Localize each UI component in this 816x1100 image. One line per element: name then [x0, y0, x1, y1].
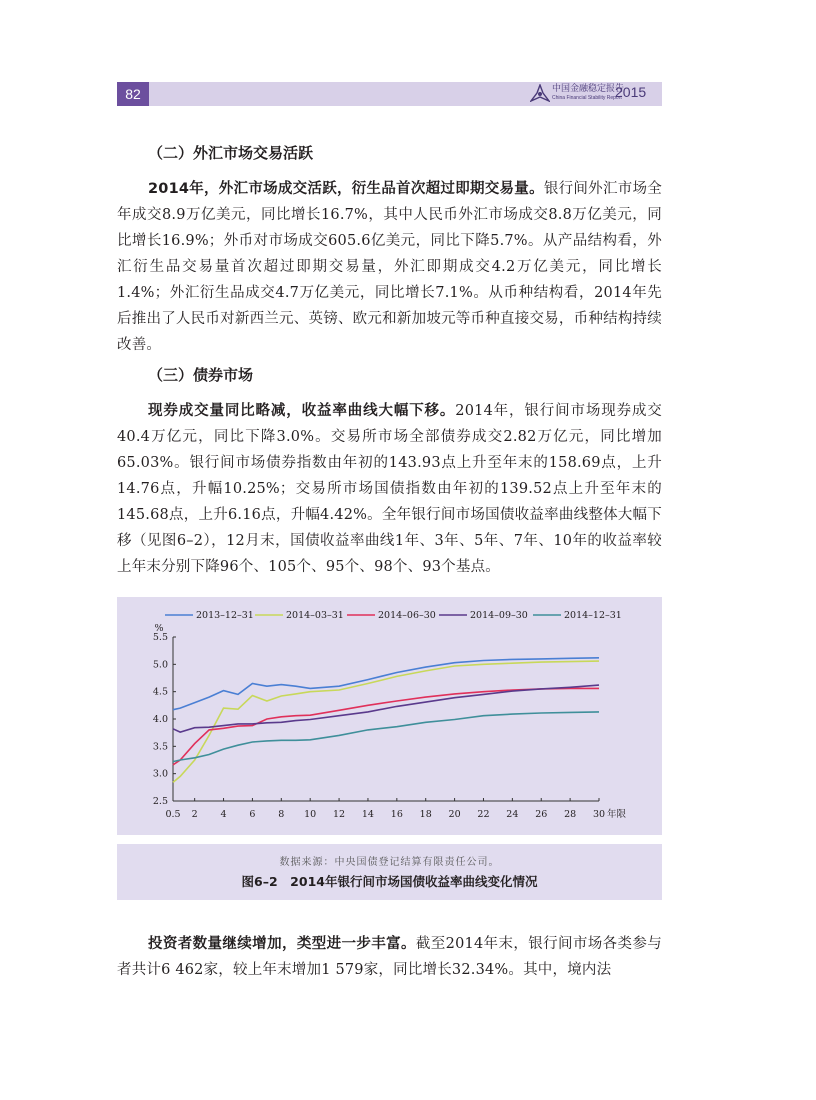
x-tick-label: 2: [191, 809, 198, 820]
x-tick-label: 18: [419, 809, 432, 820]
report-subtitle: China Financial Stability Report: [552, 95, 622, 101]
x-tick-label: 12: [333, 809, 346, 820]
section-title-bond: （三）债券市场: [148, 366, 254, 384]
chart-svg: [117, 597, 662, 835]
legend-label: 2014–12–31: [564, 610, 622, 621]
y-tick-label: 5.0: [152, 659, 168, 671]
x-tick-label: 24: [506, 809, 519, 820]
x-tick-label: 20: [448, 809, 461, 820]
paragraph-lead: 现券成交量同比略减，收益率曲线大幅下移。: [148, 403, 456, 419]
series-line: [173, 688, 599, 765]
x-tick-label: 10: [304, 809, 317, 820]
legend-label: 2014–09–30: [470, 610, 528, 621]
y-tick-label: 4.0: [152, 714, 168, 725]
x-tick-label: 28: [564, 809, 577, 820]
yield-curve-chart: [117, 597, 662, 835]
paragraph-lead: 投资者数量继续增加，类型进一步丰富。: [148, 936, 416, 952]
section-title-forex: （二）外汇市场交易活跃: [148, 144, 314, 162]
x-tick-label: 8: [278, 809, 285, 820]
paragraph-body: 截至2014年末，银行间市场各类参与者共计6 462家，较上年末增加1 579家，同比增长32.34%。其中，境内法: [117, 936, 662, 978]
report-year: 2015: [615, 84, 647, 100]
legend-label: 2014–06–30: [378, 610, 436, 621]
report-logo-icon: [530, 84, 550, 102]
figure-title: 图6–2 2014年银行间市场国债收益率曲线变化情况: [241, 874, 538, 889]
x-tick-label: 16: [390, 809, 403, 820]
paragraph-investors: [117, 931, 662, 983]
x-tick-label: 14: [361, 809, 374, 820]
page-number: 82: [117, 82, 149, 106]
legend-label: 2014–03–31: [286, 610, 344, 621]
paragraph-body: 2014年，银行间市场现券成交40.4万亿元，同比下降3.0%。交易所市场全部债券成交2.82万亿元，同比增加65.03%。银行间市场债券指数由年初的143.93点上升至年末的158.69点，上升14.76点，升幅10.25%；交易所市场国债指数由年初的139.52点上升至年末的145.68点，上升6.16点，升幅4.42%。全年银行间市场国债收益率曲线整体大幅下移（见图6–2），12月末，国债收益率曲线1年、3年、5年、7年、10年的收益率较上年末分别下降96个、105个、95个、98个、93个基点。: [117, 403, 663, 575]
paragraph-bond: [117, 398, 662, 580]
x-tick-label: 0.5: [165, 809, 181, 820]
figure-source: 数据来源：中央国债登记结算有限责任公司。: [279, 857, 500, 868]
y-tick-label: 3.5: [152, 741, 168, 753]
x-axis-label: 年限: [607, 809, 627, 820]
x-tick-label: 30: [592, 809, 606, 820]
paragraph-forex: [117, 176, 662, 358]
y-axis-label: %: [154, 623, 164, 634]
x-tick-label: 6: [249, 809, 256, 820]
y-tick-label: 4.5: [152, 686, 168, 698]
y-tick-label: 3.0: [152, 768, 168, 780]
x-tick-label: 4: [220, 809, 227, 820]
series-line: [173, 661, 599, 782]
paragraph-lead: 2014年，外汇市场成交活跃，衍生品首次超过即期交易量。: [148, 181, 544, 197]
series-line: [173, 712, 599, 762]
paragraph-body: 银行间外汇市场全年成交8.9万亿美元，同比增长16.7%，其中人民币外汇市场成交8.8万亿美元，同比增长16.9%；外币对市场成交605.6亿美元，同比下降5.7%。从产品结构看，外汇衍生品交易量首次超过即期交易量，外汇即期成交4.2万亿美元，同比增长1.4%；外汇衍生品成交4.7万亿美元，同比增长7.1%。从币种结构看，2014年先后推出了人民币对新西兰元、英镑、欧元和新加坡元等币种直接交易，币种结构持续改善。: [117, 181, 662, 353]
report-title: 中国金融稳定报告: [552, 83, 625, 93]
x-tick-label: 26: [535, 809, 548, 820]
y-tick-label: 5.5: [152, 632, 168, 643]
figure-caption: [117, 844, 662, 900]
x-tick-label: 22: [477, 809, 490, 820]
y-tick-label: 2.5: [152, 796, 168, 807]
legend-label: 2013–12–31: [196, 610, 254, 621]
